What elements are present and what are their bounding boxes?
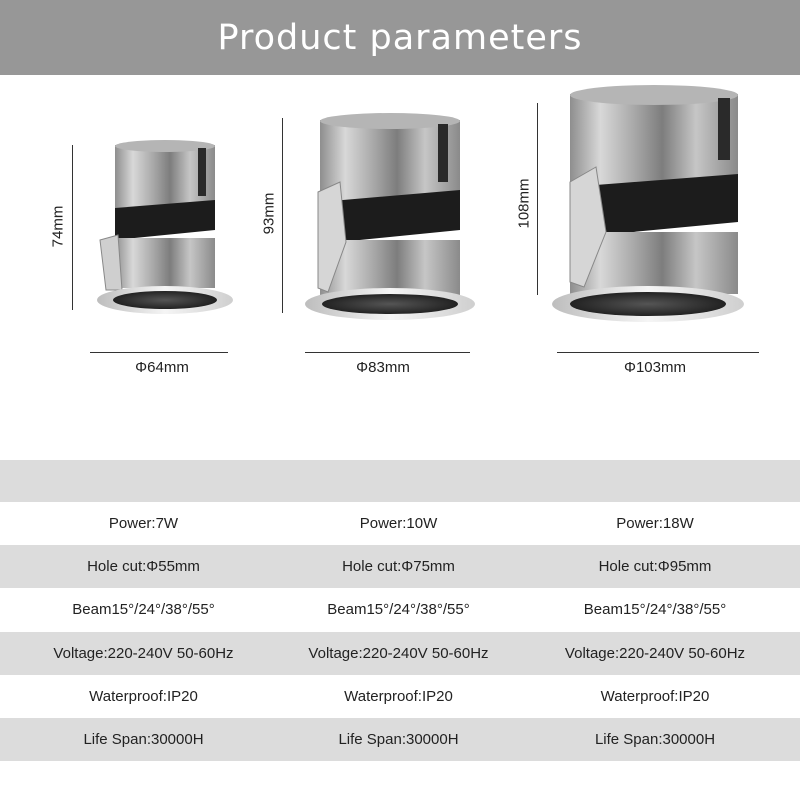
spec-cell: Voltage:220-240V 50-60Hz	[53, 645, 234, 662]
spec-cell: Voltage:220-240V 50-60Hz	[564, 645, 746, 662]
spec-row-waterproof	[0, 675, 800, 718]
downlight-image-medium	[298, 112, 478, 322]
downlight-image-large	[548, 82, 748, 327]
height-dimension-line-3	[537, 103, 538, 295]
diameter-dimension-line-2	[305, 352, 470, 353]
spec-cell: Power:10W	[359, 515, 438, 532]
diameter-label-2: Φ83mm	[356, 359, 410, 376]
spec-cell: Life Span:30000H	[594, 731, 716, 748]
spec-cell: Waterproof:IP20	[89, 688, 198, 705]
spec-cell: Life Span:30000H	[338, 731, 459, 748]
table-header-band	[0, 460, 800, 502]
spec-cell: Power:7W	[108, 515, 179, 532]
spec-row-voltage	[0, 632, 800, 675]
spec-row-life-span	[0, 718, 800, 761]
height-label-3: 108mm	[515, 178, 533, 229]
spec-cell: Hole cut:Φ95mm	[598, 558, 712, 575]
height-dimension-line-2	[282, 118, 283, 313]
diameter-dimension-line-1	[90, 352, 228, 353]
page-title: Product parameters	[217, 17, 583, 58]
spec-cell: Voltage:220-240V 50-60Hz	[308, 645, 489, 662]
spec-cell: Life Span:30000H	[83, 731, 204, 748]
spec-cell: Hole cut:Φ55mm	[87, 558, 200, 575]
page-header	[0, 0, 800, 75]
spec-cell: Waterproof:IP20	[600, 688, 710, 705]
spec-cell: Waterproof:IP20	[344, 688, 453, 705]
spec-cell: Power:18W	[616, 515, 694, 532]
height-label-1: 74mm	[49, 205, 67, 248]
downlight-image-small	[88, 140, 238, 315]
diameter-label-1: Φ64mm	[135, 359, 189, 376]
height-dimension-line-1	[72, 145, 73, 310]
spec-cell: Beam15°/24°/38°/55°	[327, 601, 470, 618]
spec-cell: Hole cut:Φ75mm	[342, 558, 455, 575]
spec-row-power	[0, 502, 800, 545]
diameter-dimension-line-3	[557, 352, 759, 353]
height-label-2: 93mm	[260, 192, 278, 235]
diameter-label-3: Φ103mm	[624, 359, 686, 376]
spec-row-hole-cut	[0, 545, 800, 588]
spec-cell: Beam15°/24°/38°/55°	[583, 601, 727, 618]
spec-row-beam	[0, 588, 800, 631]
spec-cell: Beam15°/24°/38°/55°	[72, 601, 215, 618]
